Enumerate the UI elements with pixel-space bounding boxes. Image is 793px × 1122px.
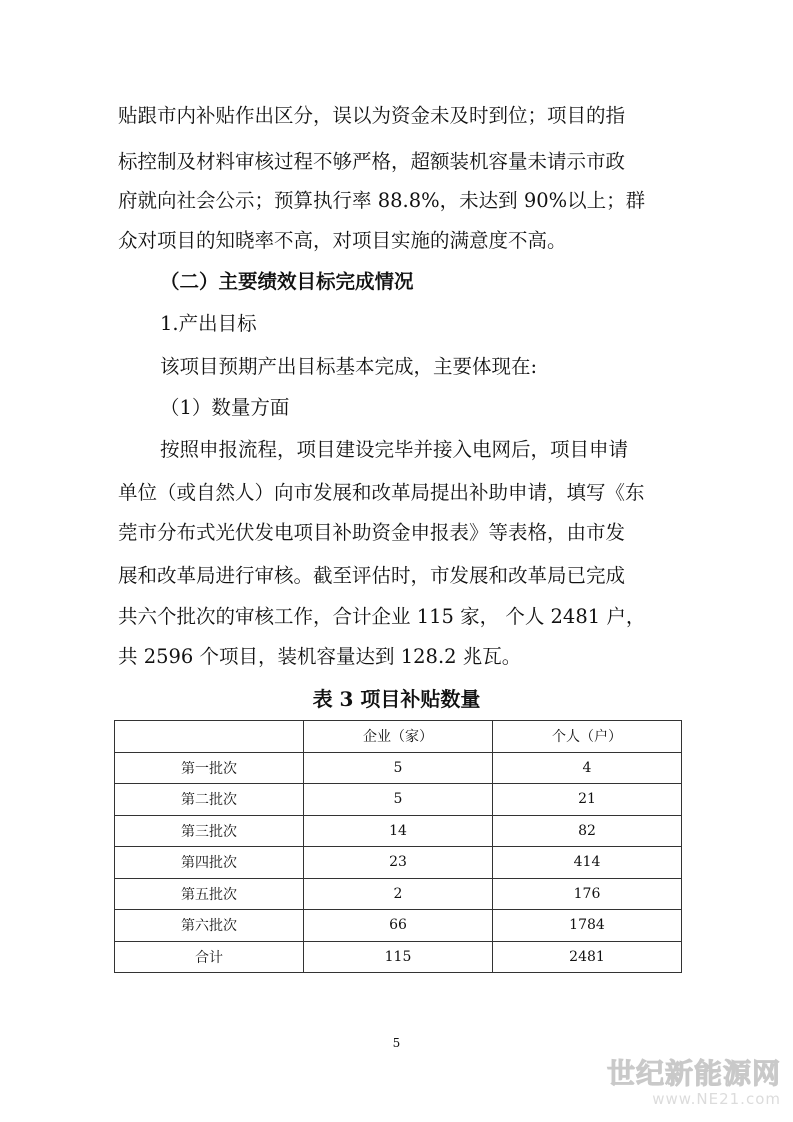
total-label-cell: 合计 xyxy=(115,941,304,973)
paragraph-line: 按照申报流程，项目建设完毕并接入电网后，项目申请 xyxy=(160,438,629,461)
individual-count-cell: 82 xyxy=(493,815,682,847)
batch-cell: 第三批次 xyxy=(115,815,304,847)
individual-count-cell: 414 xyxy=(493,847,682,879)
batch-cell: 第四批次 xyxy=(115,847,304,879)
page-number: 5 xyxy=(392,1036,401,1050)
individual-count-cell: 1784 xyxy=(493,910,682,942)
table-row xyxy=(115,784,682,816)
enterprise-count-cell: 5 xyxy=(304,784,493,816)
batch-cell: 第二批次 xyxy=(115,784,304,816)
table-row xyxy=(115,878,682,910)
enterprise-count-cell: 66 xyxy=(304,910,493,942)
table-header-cell: 个人（户） xyxy=(493,721,682,753)
table-row xyxy=(115,752,682,784)
watermark-url: www.NE21.com xyxy=(652,1090,781,1108)
paragraph-line: 该项目预期产出目标基本完成，主要体现在: xyxy=(160,355,538,378)
table-title: 表 3 项目补贴数量 xyxy=(312,687,481,711)
batch-cell: 第一批次 xyxy=(115,752,304,784)
subsection-heading: 1.产出目标 xyxy=(160,312,257,335)
watermark xyxy=(607,1058,781,1108)
individual-count-cell: 176 xyxy=(493,878,682,910)
paragraph-line: 展和改革局进行审核。截至评估时，市发展和改革局已完成 xyxy=(118,564,626,587)
enterprise-count-cell: 5 xyxy=(304,752,493,784)
enterprise-total-cell: 115 xyxy=(304,941,493,973)
table-total-row xyxy=(115,941,682,973)
enterprise-count-cell: 2 xyxy=(304,878,493,910)
subsidy-table xyxy=(114,720,682,973)
section-heading: （二）主要绩效目标完成情况 xyxy=(160,270,414,293)
batch-cell: 第五批次 xyxy=(115,878,304,910)
individual-count-cell: 4 xyxy=(493,752,682,784)
watermark-logo: 世纪新能源网 xyxy=(606,1057,781,1090)
table-header-cell xyxy=(115,721,304,753)
paragraph-line: 贴跟市内补贴作出区分，误以为资金未及时到位；项目的指 xyxy=(118,104,626,127)
table-header-cell: 企业（家） xyxy=(304,721,493,753)
individual-count-cell: 21 xyxy=(493,784,682,816)
enterprise-count-cell: 23 xyxy=(304,847,493,879)
table-row xyxy=(115,815,682,847)
paragraph-line: 单位（或自然人）向市发展和改革局提出补助申请，填写《东 xyxy=(118,481,645,504)
table-header-row xyxy=(115,721,682,753)
paragraph-line: 标控制及材料审核过程不够严格，超额装机容量未请示市政 xyxy=(118,150,626,173)
paragraph-line: 共六个批次的审核工作，合计企业 115 家， 个人 2481 户， xyxy=(118,605,646,628)
paragraph-line: 莞市分布式光伏发电项目补助资金申报表》等表格，由市发 xyxy=(118,521,626,544)
table-row xyxy=(115,847,682,879)
paragraph-line: 众对项目的知晓率不高，对项目实施的满意度不高。 xyxy=(118,229,567,252)
table-row xyxy=(115,910,682,942)
paragraph-line: 府就向社会公示；预算执行率 88.8%，未达到 90%以上；群 xyxy=(118,189,646,212)
enterprise-count-cell: 14 xyxy=(304,815,493,847)
individual-total-cell: 2481 xyxy=(493,941,682,973)
paragraph-line: 共 2596 个项目，装机容量达到 128.2 兆瓦。 xyxy=(118,645,522,668)
batch-cell: 第六批次 xyxy=(115,910,304,942)
subsection-heading: （1）数量方面 xyxy=(160,396,290,419)
